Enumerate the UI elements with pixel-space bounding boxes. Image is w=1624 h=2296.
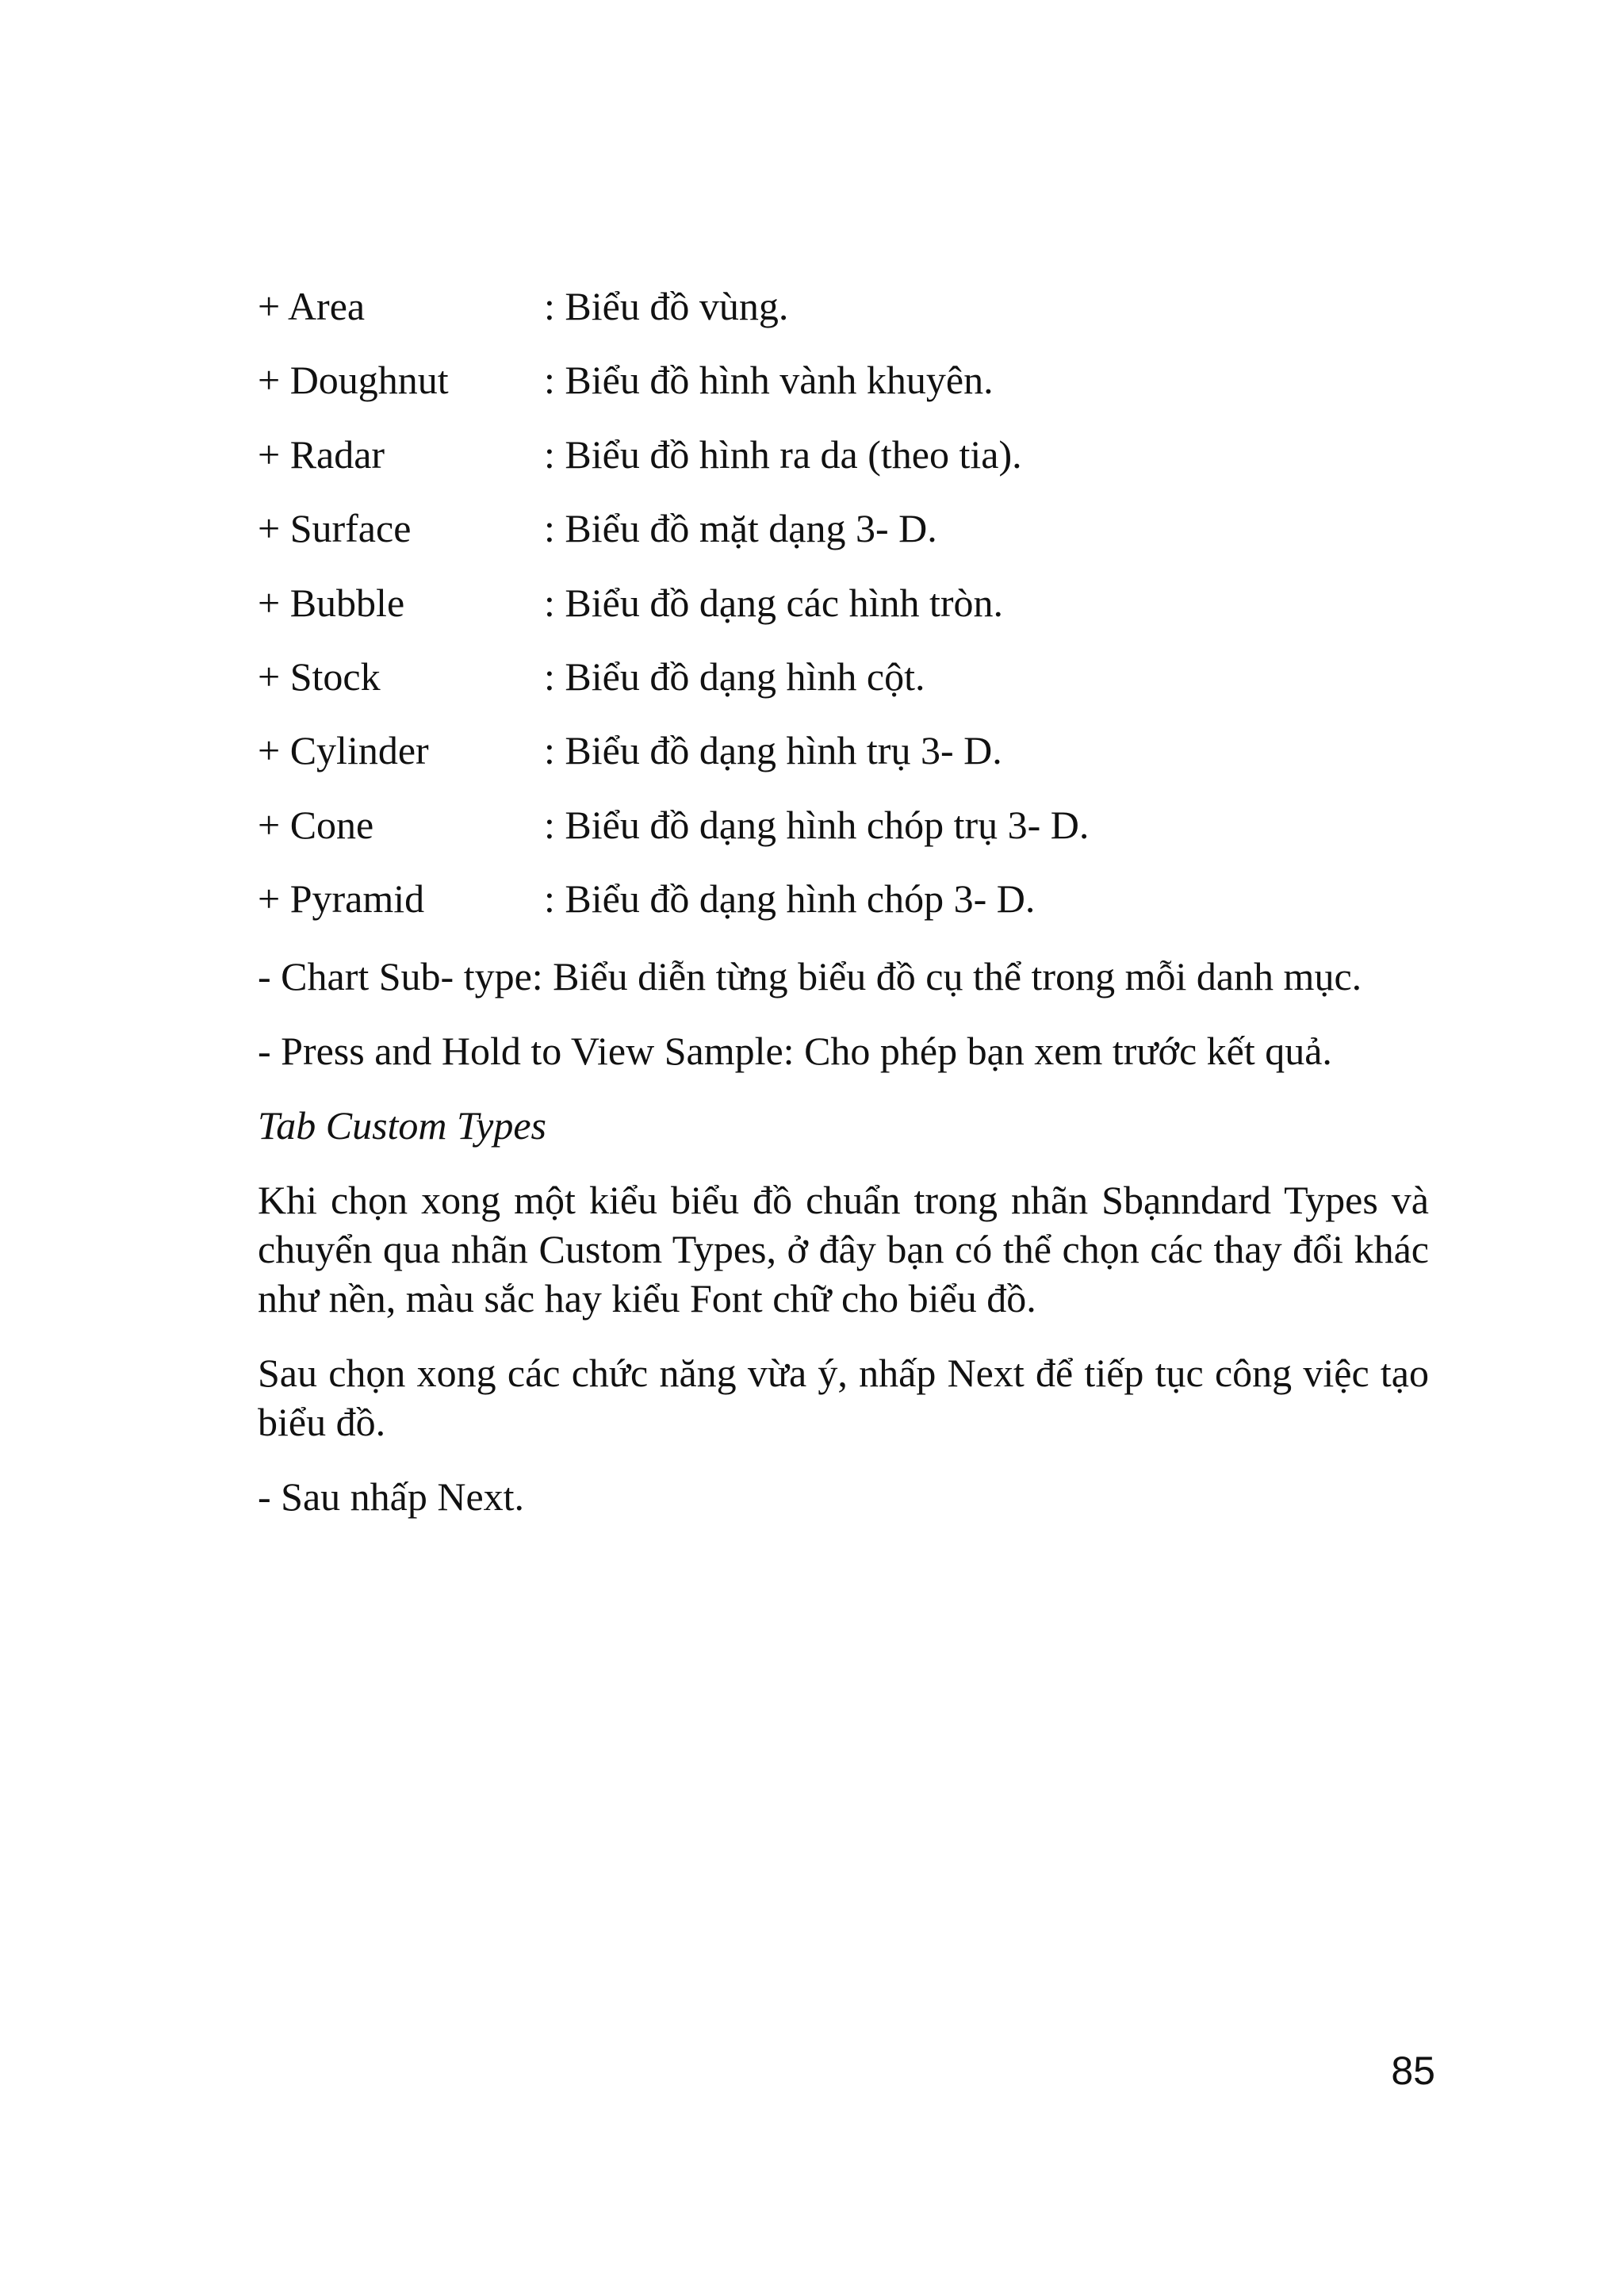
chart-type-name: + Bubble	[258, 580, 405, 625]
chart-type-name: + Area	[258, 284, 366, 328]
chart-type-name: + Cone	[258, 802, 374, 847]
chart-type-name: + Surface	[258, 506, 412, 551]
chart-type-row-stock	[258, 652, 1429, 726]
press-hold-paragraph: - Press and Hold to View Sample: Cho phép bạn xem trước kết quả.	[258, 1028, 1332, 1073]
chart-type-row-radar	[258, 430, 1429, 504]
chart-type-row-area	[258, 282, 1429, 355]
chart-type-name: + Radar	[258, 431, 385, 477]
page-content	[258, 282, 1429, 1521]
chart-type-row-pyramid	[258, 874, 1429, 948]
chart-type-description: : Biểu đồ mặt dạng 3- D.	[544, 506, 937, 551]
chart-type-name: + Stock	[258, 654, 381, 699]
chart-type-row-surface	[258, 504, 1429, 577]
chart-subtype-paragraph: - Chart Sub- type: Biểu diễn từng biểu đồ cụ thể trong mỗi danh mục.	[258, 953, 1362, 999]
chart-type-description: : Biểu đồ dạng hình cột.	[544, 654, 925, 699]
chart-type-name: + Pyramid	[258, 876, 425, 922]
after-next-paragraph: - Sau nhấp Next.	[258, 1474, 525, 1519]
chart-type-description: : Biểu đồ dạng hình chóp 3- D.	[544, 876, 1036, 922]
chart-type-row-doughnut	[258, 355, 1429, 429]
chart-type-row-bubble	[258, 578, 1429, 652]
chart-type-description: : Biểu đồ dạng các hình tròn.	[544, 580, 1004, 625]
chart-type-name: + Cylinder	[258, 728, 429, 773]
chart-type-description: : Biểu đồ hình vành khuyên.	[544, 358, 994, 403]
after-choose-paragraph: Sau chọn xong các chức năng vừa ý, nhấp Next để tiếp tục công việc tạo biểu đồ.	[258, 1350, 1429, 1444]
chart-type-description: : Biểu đồ dạng hình chóp trụ 3- D.	[544, 802, 1090, 847]
chart-type-name: + Doughnut	[258, 358, 449, 403]
chart-type-description: : Biểu đồ vùng.	[544, 284, 789, 328]
chart-type-list	[258, 282, 1429, 949]
chart-type-row-cone	[258, 800, 1429, 874]
page-number: 85	[1391, 2049, 1435, 2093]
custom-types-paragraph: Khi chọn xong một kiểu biểu đồ chuẩn trong nhãn Sbạnndard Types và chuyển qua nhãn Custom Types, ở đây bạn có thể chọn các thay đổi khác như nền, màu sắc hay kiểu Font chữ cho biểu đồ.	[258, 1177, 1429, 1320]
section-heading: Tab Custom Types	[258, 1102, 546, 1148]
chart-type-description: : Biểu đồ dạng hình trụ 3- D.	[544, 728, 1002, 773]
chart-type-row-cylinder	[258, 726, 1429, 799]
chart-type-description: : Biểu đồ hình ra da (theo tia).	[544, 431, 1022, 477]
